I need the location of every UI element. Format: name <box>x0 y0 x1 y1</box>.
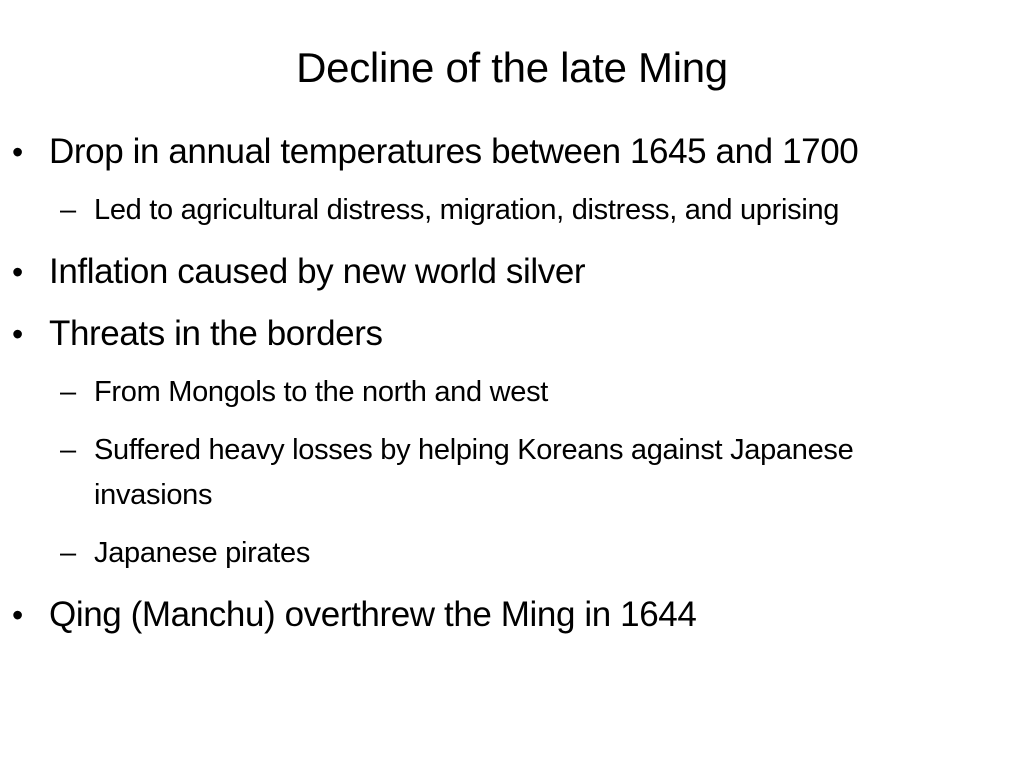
slide-title: Decline of the late Ming <box>296 44 728 91</box>
sub-bullet-item <box>0 531 1024 576</box>
bullet-text: Qing (Manchu) overthrew the Ming in 1644 <box>49 595 697 634</box>
sub-bullet-text: Suffered heavy losses by helping Koreans against Japanese invasions <box>94 434 854 511</box>
bullet-item <box>0 246 1024 298</box>
sub-bullet-item <box>0 428 1024 518</box>
bullet-item <box>0 126 1024 178</box>
bullet-icon: • <box>12 254 23 290</box>
dash-icon: – <box>60 537 76 569</box>
bullet-item <box>0 308 1024 360</box>
sub-bullet-text: Led to agricultural distress, migration, distress, and uprising <box>94 194 840 226</box>
sub-bullet-text: From Mongols to the north and west <box>94 376 549 408</box>
bullet-icon: • <box>12 134 23 170</box>
bullet-text: Threats in the borders <box>49 314 383 353</box>
dash-icon: – <box>60 376 76 408</box>
sub-bullet-item <box>0 188 1024 233</box>
bullet-item <box>0 589 1024 641</box>
dash-icon: – <box>60 194 76 226</box>
sub-bullet-item <box>0 370 1024 415</box>
sub-bullet-text: Japanese pirates <box>94 537 311 569</box>
bullet-icon: • <box>12 597 23 633</box>
bullet-text: Drop in annual temperatures between 1645 and 1700 <box>49 132 859 171</box>
dash-icon: – <box>60 434 76 466</box>
bullet-icon: • <box>12 316 23 352</box>
bullet-text: Inflation caused by new world silver <box>49 252 586 291</box>
bullet-list <box>0 126 1024 651</box>
